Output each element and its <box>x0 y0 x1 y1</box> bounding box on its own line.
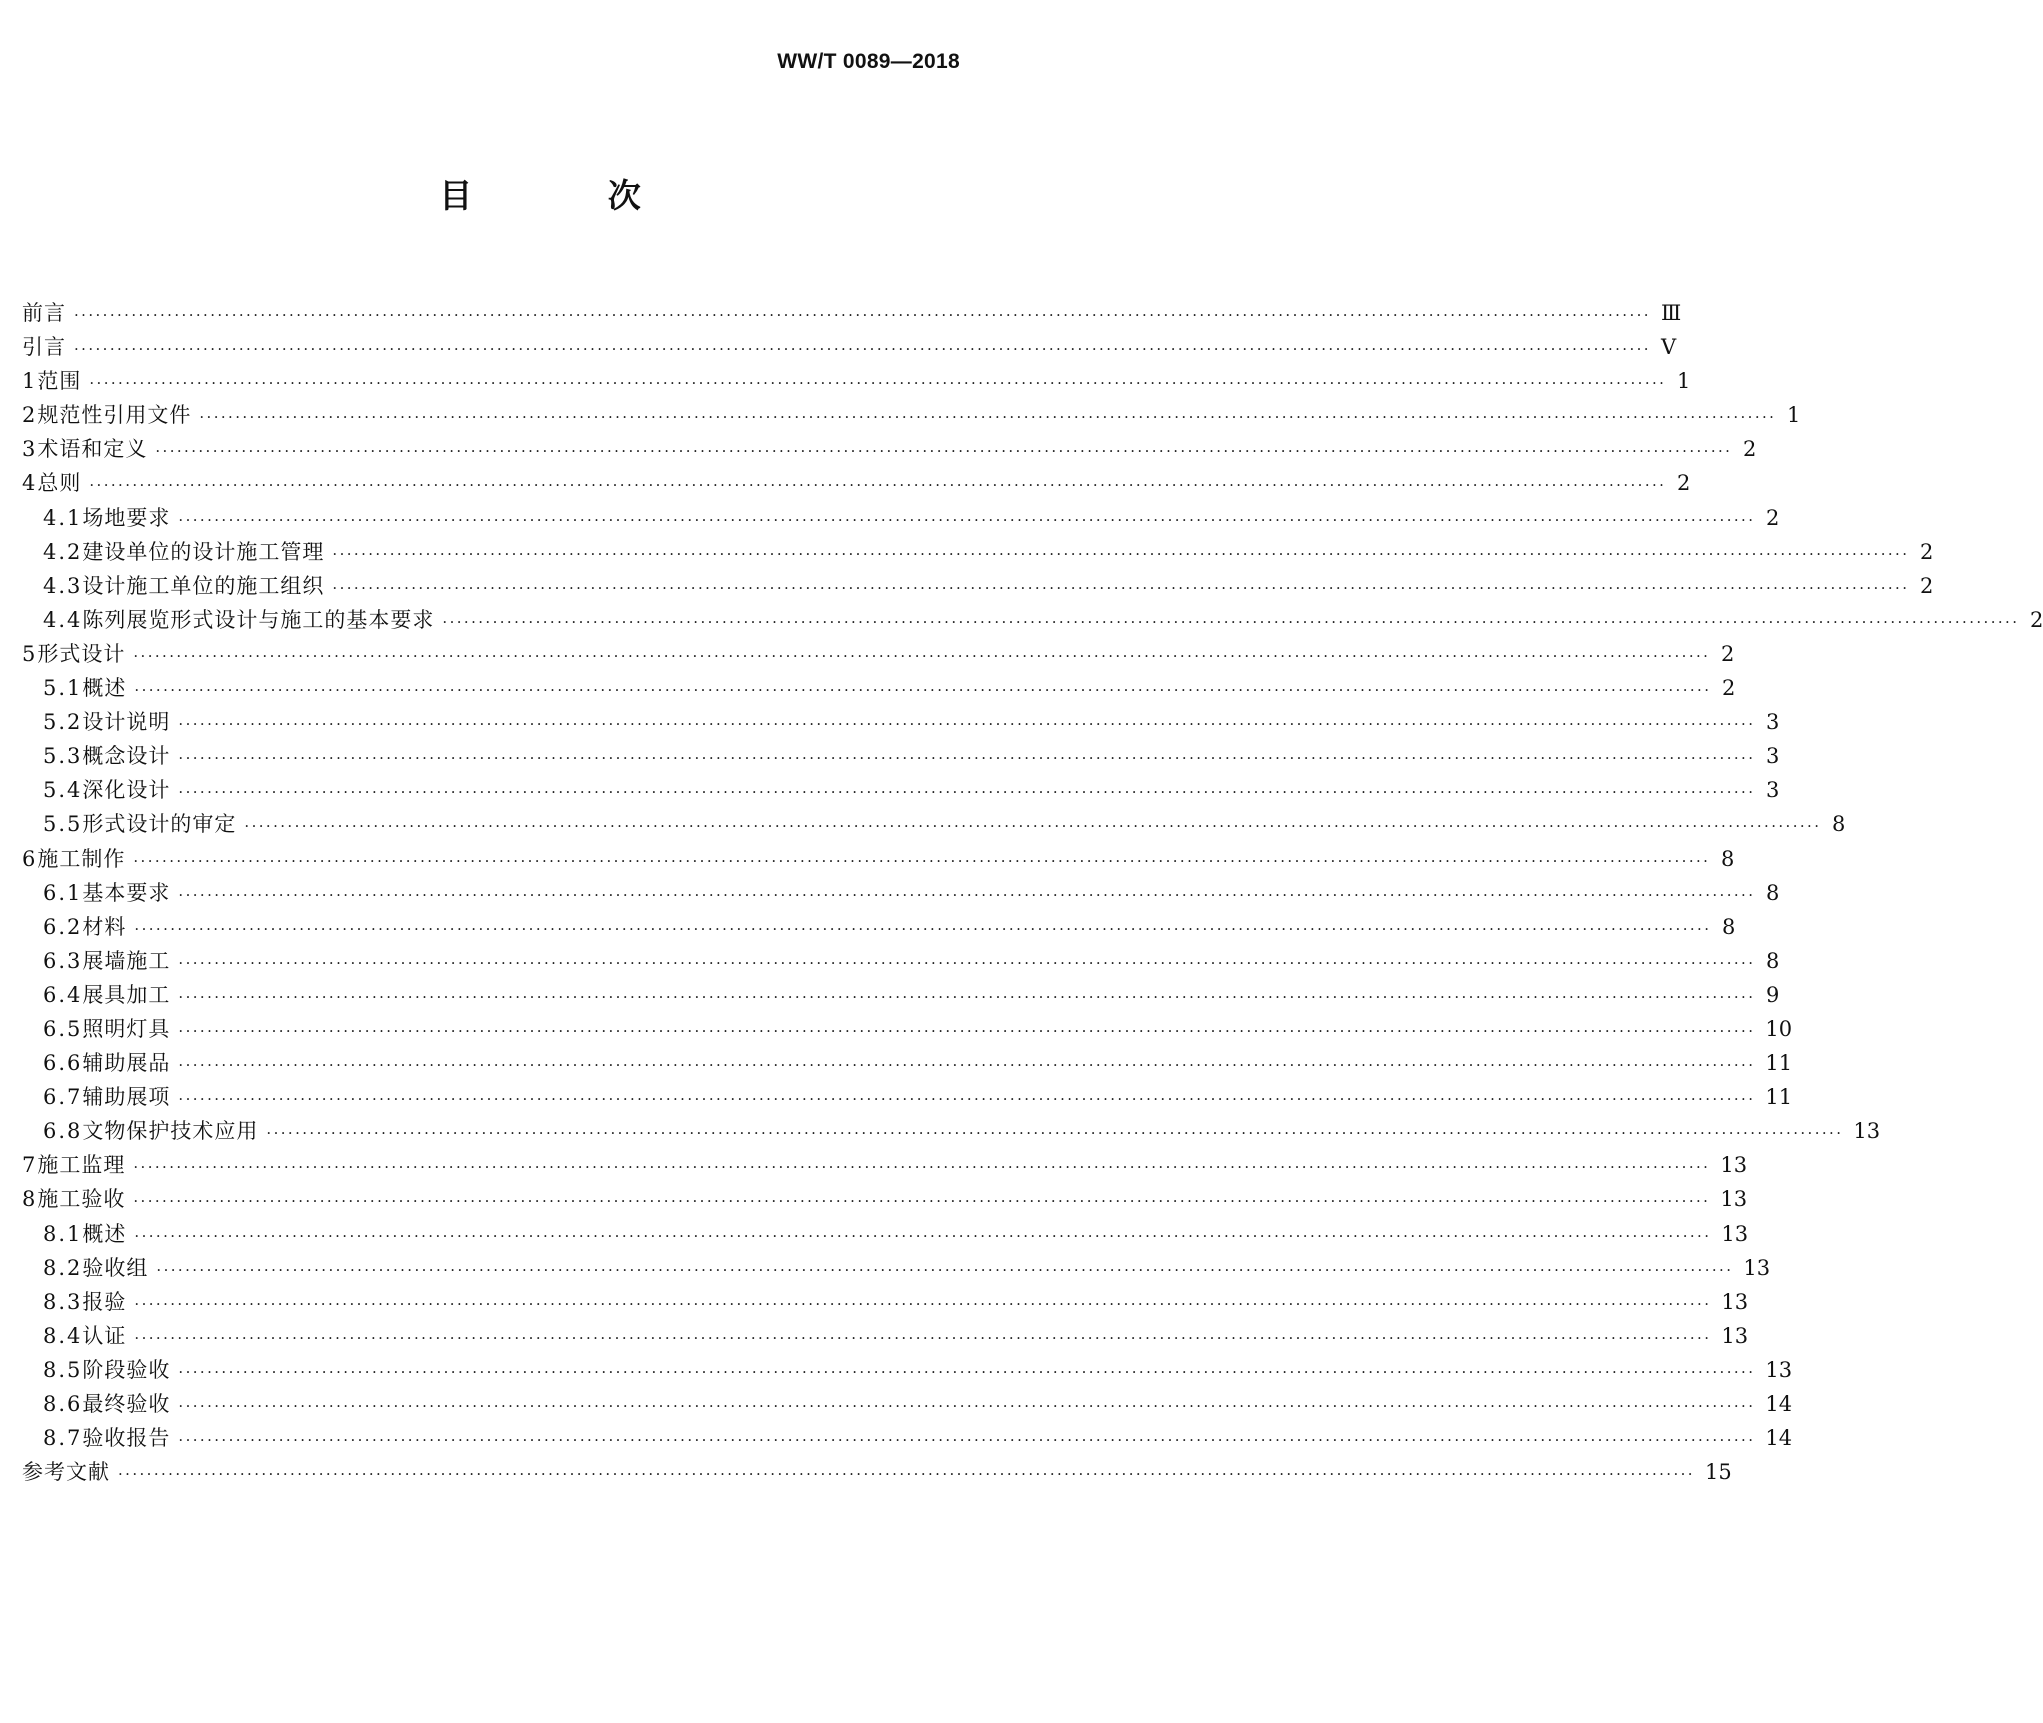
toc-dot-leader: ···························································································································································································································· <box>134 1328 1712 1347</box>
toc-entry-number: 6.2 <box>43 914 83 939</box>
toc-entry-number: 5.1 <box>43 676 83 701</box>
toc-dot-leader: ···························································································································································································································· <box>156 1260 1734 1279</box>
toc-entry-page-number: 8 <box>1722 914 1736 939</box>
toc-entry-title: 照明灯具 <box>82 1016 171 1041</box>
toc-entry-number: 5 <box>22 641 38 666</box>
toc-entry-number: 6.1 <box>43 880 83 905</box>
standard-code: WW/T 0089—2018 <box>777 50 960 73</box>
toc-dot-leader: ···························································································································································································································· <box>133 1192 1711 1211</box>
toc-entry-title: 最终验收 <box>82 1392 171 1416</box>
toc-entry-number: 6.8 <box>43 1119 83 1144</box>
toc-entry[interactable] <box>22 535 1934 569</box>
toc-entry-page-number: Ⅴ <box>1660 335 1677 360</box>
toc-dot-leader: ···························································································································································································································· <box>134 1226 1712 1245</box>
toc-entry-number: 5.4 <box>43 778 83 803</box>
toc-entry-number: 8.1 <box>43 1221 83 1246</box>
toc-entry-number: 4.2 <box>43 539 83 564</box>
toc-entry-page-number: 2 <box>1920 573 1934 598</box>
toc-entry-number: 5.5 <box>43 812 83 837</box>
toc-entry-title: 设计说明 <box>82 710 171 735</box>
toc-entry-number: 6 <box>22 846 38 871</box>
toc-entry-title: 验收组 <box>82 1255 149 1280</box>
toc-dot-leader: ···························································································································································································································· <box>118 1465 1695 1484</box>
toc-entry[interactable] <box>22 432 1757 466</box>
toc-entry-page-number: 1 <box>1786 403 1801 428</box>
toc-entry[interactable] <box>22 944 1780 978</box>
toc-entry-number: 6.7 <box>43 1085 83 1110</box>
toc-entry-page-number: 9 <box>1766 982 1780 1007</box>
toc-entry[interactable] <box>22 1285 1749 1319</box>
toc-dot-leader: ···························································································································································································································· <box>178 1431 1756 1450</box>
toc-entry-title: 引言 <box>22 335 66 360</box>
toc-entry[interactable] <box>22 773 1780 807</box>
toc-entry[interactable] <box>22 1251 1771 1285</box>
toc-entry-number: 6.3 <box>43 948 83 973</box>
toc-dot-leader: ···························································································································································································································· <box>155 442 1733 461</box>
toc-entry-title: 施工监理 <box>37 1153 126 1178</box>
toc-entry-title: 规范性引用文件 <box>37 403 192 428</box>
toc-entry[interactable] <box>22 1012 1793 1046</box>
toc-entry-title: 验收报告 <box>82 1426 171 1451</box>
toc-entry-number: 6.5 <box>43 1016 83 1041</box>
toc-dot-leader: ···························································································································································································································· <box>178 885 1756 904</box>
toc-entry-page-number: 11 <box>1765 1051 1793 1076</box>
toc-entry[interactable] <box>22 1217 1749 1251</box>
toc-dot-leader: ···························································································································································································································· <box>134 1294 1712 1313</box>
toc-entry[interactable] <box>22 705 1780 739</box>
toc-dot-leader: ···························································································································································································································· <box>178 510 1756 529</box>
toc-entry-page-number: 2 <box>1722 676 1736 701</box>
toc-dot-leader: ···························································································································································································································· <box>134 919 1712 938</box>
toc-entry-number: 4.1 <box>43 505 83 530</box>
toc-entry-page-number: 13 <box>1765 1357 1793 1382</box>
toc-dot-leader: ···························································································································································································································· <box>178 1362 1756 1381</box>
toc-dot-leader: ···························································································································································································································· <box>178 715 1756 734</box>
toc-entry-number: 5.2 <box>43 710 83 735</box>
toc-entry-title: 认证 <box>82 1323 127 1348</box>
toc-entry-page-number: 13 <box>1853 1119 1881 1144</box>
toc-entry-number: 7 <box>22 1153 38 1178</box>
toc-entry[interactable] <box>22 1353 1793 1387</box>
toc-entry-page-number: 8 <box>1832 812 1846 837</box>
toc-entry-page-number: 2 <box>1742 437 1757 462</box>
toc-entry-title: 前言 <box>22 301 66 325</box>
toc-entry-page-number: 2 <box>1720 641 1735 666</box>
toc-entry-title: 辅助展项 <box>82 1085 171 1110</box>
toc-entry-page-number: 3 <box>1766 778 1780 803</box>
toc-entry[interactable] <box>22 398 1801 432</box>
toc-entry[interactable] <box>22 637 1735 671</box>
toc-entry-page-number: 13 <box>1721 1221 1749 1246</box>
toc-entry-number: 8.7 <box>43 1426 83 1451</box>
toc-entry[interactable] <box>22 978 1780 1012</box>
toc-entry-page-number: 11 <box>1765 1085 1793 1110</box>
toc-dot-leader: ···························································································································································································································· <box>178 1056 1756 1075</box>
toc-entry-number: 6.4 <box>43 982 83 1007</box>
toc-dot-leader: ···························································································································································································································· <box>74 340 1651 359</box>
toc-dot-leader: ···························································································································································································································· <box>178 953 1756 972</box>
toc-entry-number: 8 <box>22 1187 38 1212</box>
toc-entry-number: 3 <box>22 437 38 462</box>
toc-entry[interactable] <box>22 1114 1881 1148</box>
toc-entry-number: 8.2 <box>43 1255 83 1280</box>
toc-entry-title: 报验 <box>82 1289 127 1314</box>
toc-entry[interactable] <box>22 296 1682 330</box>
toc-entry[interactable] <box>22 1421 1793 1455</box>
toc-entry[interactable] <box>22 501 1780 535</box>
toc-entry-title: 文物保护技术应用 <box>82 1119 259 1144</box>
toc-entry-number: 8.6 <box>43 1392 83 1416</box>
toc-entry-number: 1 <box>22 369 38 394</box>
toc-entry-page-number: 8 <box>1766 880 1780 905</box>
toc-entry[interactable] <box>22 1455 1732 1489</box>
toc-dot-leader: ···························································································································································································································· <box>178 987 1756 1006</box>
toc-entry[interactable] <box>22 1046 1793 1080</box>
toc-dot-leader: ···························································································································································································································· <box>199 408 1777 427</box>
toc-entry-title: 建设单位的设计施工管理 <box>82 539 325 564</box>
toc-entry-title: 设计施工单位的施工组织 <box>82 573 325 598</box>
toc-entry-title: 陈列展览形式设计与施工的基本要求 <box>82 607 435 632</box>
toc-dot-leader: ···························································································································································································································· <box>133 851 1711 870</box>
toc-entry-page-number: 2 <box>2030 607 2043 632</box>
toc-entry-page-number: 8 <box>1720 846 1735 871</box>
toc-dot-leader: ···························································································································································································································· <box>89 476 1667 495</box>
toc-entry[interactable] <box>22 1387 1793 1421</box>
toc-entry[interactable] <box>22 466 1691 500</box>
toc-dot-leader: ···························································································································································································································· <box>133 1158 1711 1177</box>
toc-entry[interactable] <box>22 842 1735 876</box>
toc-entry-page-number: 1 <box>1676 369 1691 394</box>
toc-entry-page-number: 2 <box>1766 505 1780 530</box>
toc-entry-title: 场地要求 <box>82 505 171 530</box>
toc-entry-title: 概述 <box>82 1221 127 1246</box>
toc-entry-page-number: 13 <box>1743 1255 1771 1280</box>
toc-entry-page-number: 3 <box>1766 710 1780 735</box>
toc-entry-title: 施工验收 <box>37 1187 126 1212</box>
toc-entry-page-number: Ⅲ <box>1660 301 1682 325</box>
toc-entry[interactable] <box>22 671 1736 705</box>
toc-entry-page-number: 8 <box>1766 948 1780 973</box>
toc-entry-page-number: 13 <box>1720 1187 1748 1212</box>
toc-entry[interactable] <box>22 603 2043 637</box>
toc-entry-title: 展具加工 <box>82 982 171 1007</box>
toc-dot-leader: ···························································································································································································································· <box>134 681 1712 700</box>
toc-entry-title: 术语和定义 <box>37 437 148 462</box>
toc-entry-title: 形式设计的审定 <box>82 812 237 837</box>
toc-entry-number: 8.5 <box>43 1357 83 1382</box>
toc-entry-title: 辅助展品 <box>82 1051 171 1076</box>
toc-entry-title: 基本要求 <box>82 880 171 905</box>
toc-entry-page-number: 13 <box>1721 1323 1749 1348</box>
page-title: 目 次 <box>439 176 703 215</box>
table-of-contents <box>22 296 2043 1489</box>
toc-entry[interactable] <box>22 876 1780 910</box>
toc-dot-leader: ···························································································································································································································· <box>244 817 1822 836</box>
toc-entry[interactable] <box>22 1182 1748 1216</box>
toc-dot-leader: ···························································································································································································································· <box>178 783 1756 802</box>
toc-entry-number: 4.3 <box>43 573 83 598</box>
toc-entry-title: 展墙施工 <box>82 948 171 973</box>
toc-dot-leader: ···························································································································································································································· <box>266 1124 1844 1143</box>
toc-entry[interactable] <box>22 1080 1793 1114</box>
toc-dot-leader: ···························································································································································································································· <box>74 306 1651 324</box>
toc-dot-leader: ···························································································································································································································· <box>332 578 1910 597</box>
toc-dot-leader: ···························································································································································································································· <box>178 1090 1756 1109</box>
toc-entry-page-number: 3 <box>1766 744 1780 769</box>
toc-entry[interactable] <box>22 1148 1748 1182</box>
toc-dot-leader: ···························································································································································································································· <box>442 612 2020 631</box>
toc-entry-title: 范围 <box>37 369 82 394</box>
toc-entry-title: 施工制作 <box>37 846 126 871</box>
toc-dot-leader: ···························································································································································································································· <box>133 646 1711 665</box>
toc-entry-title: 总则 <box>37 471 82 496</box>
toc-entry-number: 8.4 <box>43 1323 83 1348</box>
toc-entry-number: 2 <box>22 403 38 428</box>
toc-entry-page-number: 13 <box>1720 1153 1748 1178</box>
toc-entry-title: 深化设计 <box>82 778 171 803</box>
toc-entry-title: 参考文献 <box>22 1460 110 1485</box>
toc-entry-number: 8.3 <box>43 1289 83 1314</box>
toc-dot-leader: ···························································································································································································································· <box>332 544 1910 563</box>
toc-entry-page-number: 14 <box>1765 1426 1793 1451</box>
toc-entry-number: 4.4 <box>43 607 83 632</box>
toc-entry-number: 4 <box>22 471 38 496</box>
toc-entry-page-number: 10 <box>1765 1016 1793 1041</box>
toc-entry[interactable] <box>22 739 1780 773</box>
toc-entry[interactable] <box>22 569 1934 603</box>
toc-dot-leader: ···························································································································································································································· <box>178 1397 1756 1415</box>
toc-entry-title: 形式设计 <box>37 641 126 666</box>
toc-dot-leader: ···························································································································································································································· <box>178 749 1756 768</box>
toc-entry-title: 概念设计 <box>82 744 171 769</box>
toc-entry-page-number: 14 <box>1765 1392 1793 1416</box>
toc-dot-leader: ···························································································································································································································· <box>89 374 1667 393</box>
toc-entry[interactable] <box>22 330 1677 364</box>
toc-entry[interactable] <box>22 364 1691 398</box>
toc-entry-page-number: 2 <box>1920 539 1934 564</box>
toc-entry[interactable] <box>22 1319 1749 1353</box>
toc-entry[interactable] <box>22 910 1736 944</box>
toc-entry[interactable] <box>22 807 1846 841</box>
toc-entry-number: 6.6 <box>43 1051 83 1076</box>
toc-entry-page-number: 15 <box>1704 1460 1732 1485</box>
toc-entry-title: 概述 <box>82 676 127 701</box>
toc-dot-leader: ···························································································································································································································· <box>178 1021 1756 1040</box>
toc-entry-page-number: 13 <box>1721 1289 1749 1314</box>
toc-entry-number: 5.3 <box>43 744 83 769</box>
toc-entry-title: 阶段验收 <box>82 1357 171 1382</box>
toc-entry-title: 材料 <box>82 914 127 939</box>
toc-entry-page-number: 2 <box>1676 471 1691 496</box>
